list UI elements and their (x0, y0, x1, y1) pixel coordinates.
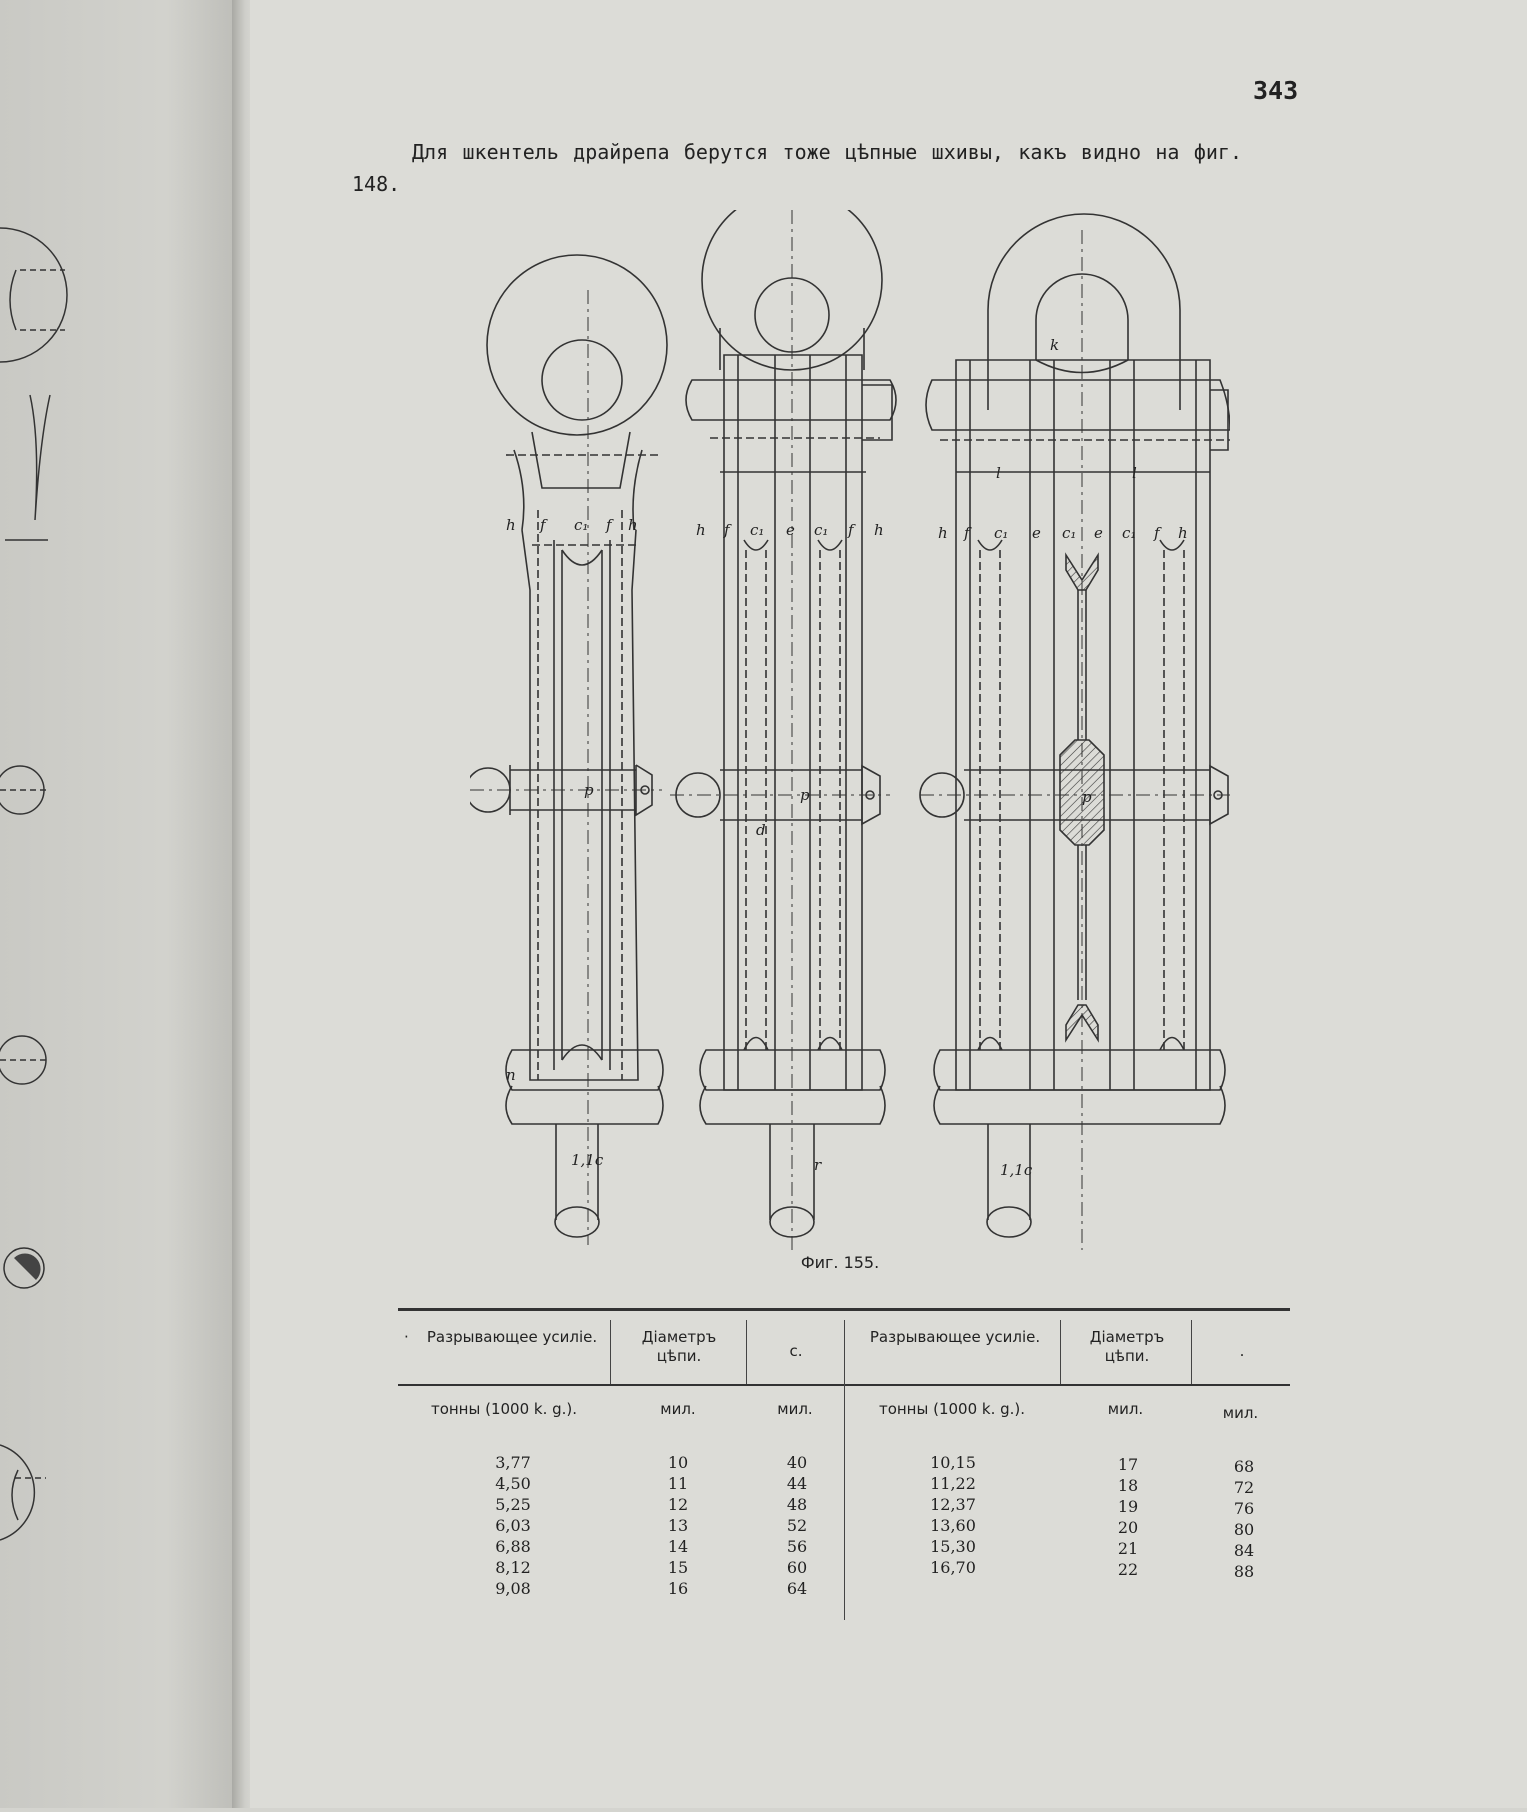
triple-sheave-block (920, 214, 1230, 1250)
table-marker: · (404, 1328, 409, 1346)
cell-force: 6,03 (495, 1516, 531, 1535)
label-f: f (964, 524, 970, 542)
label-p: p (1082, 788, 1092, 806)
label-f: f (540, 516, 546, 534)
label-e: e (786, 521, 795, 539)
label-nc: 1,1c (571, 1151, 604, 1169)
unit-c-right: мил. (1222, 1404, 1259, 1422)
previous-page-edge (0, 0, 238, 1808)
label-c1: c₁ (814, 521, 829, 539)
column-c-right (1204, 1456, 1284, 1582)
label-h: h (628, 516, 638, 534)
cell-diameter: 22 (1117, 1560, 1139, 1579)
cell-force: 8,12 (495, 1558, 531, 1577)
cell-diameter: 16 (667, 1579, 689, 1598)
chain-table (398, 1308, 1290, 1618)
cell-diameter: 17 (1117, 1455, 1139, 1474)
header-force-right: Разрывающее усиліе. (869, 1328, 1041, 1346)
unit-force-right: тонны (1000 k. g.). (878, 1400, 1026, 1418)
column-diameter-right (1080, 1454, 1176, 1580)
cell-force: 11,22 (930, 1474, 976, 1493)
label-e: e (1094, 524, 1103, 542)
intro-paragraph: Для шкентель драйрепа берутся тоже цѣпные шхивы, какъ видно на фиг. 148. (352, 140, 1242, 196)
cell-c: 76 (1233, 1499, 1255, 1518)
cell-c: 48 (786, 1495, 808, 1514)
label-nc: 1,1c (1000, 1161, 1033, 1179)
header-c-right: . (1239, 1342, 1245, 1360)
cell-diameter: 15 (667, 1558, 689, 1577)
cell-diameter: 10 (667, 1453, 689, 1472)
label-n: n (506, 1066, 516, 1084)
cell-force: 3,77 (495, 1453, 531, 1472)
unit-diameter-left: мил. (660, 1400, 696, 1418)
cell-force: 9,08 (495, 1579, 531, 1598)
cell-diameter: 19 (1117, 1497, 1139, 1516)
label-p: p (584, 781, 594, 799)
previous-page-fragments (0, 0, 238, 1808)
cell-diameter: 11 (667, 1474, 689, 1493)
column-c-left (756, 1452, 838, 1599)
label-h: h (938, 524, 948, 542)
cell-c: 72 (1233, 1478, 1255, 1497)
cell-force: 4,50 (495, 1474, 531, 1493)
cell-c: 88 (1233, 1562, 1255, 1581)
label-f: f (724, 521, 730, 539)
cell-c: 40 (786, 1453, 808, 1472)
label-k: k (1050, 336, 1060, 354)
cell-c: 60 (786, 1558, 808, 1577)
header-force-left: Разрывающее усиліе. (426, 1328, 598, 1346)
block-drawing (470, 210, 1230, 1250)
label-f: f (848, 521, 854, 539)
cell-c: 84 (1233, 1541, 1255, 1560)
label-r: r (814, 1156, 822, 1174)
table-divider (844, 1320, 845, 1620)
column-force-left (458, 1452, 568, 1599)
cell-c: 52 (786, 1516, 808, 1535)
fragment-hook (30, 395, 50, 520)
double-sheave-block (670, 210, 896, 1250)
label-f: f (1154, 524, 1160, 542)
cell-force: 16,70 (930, 1558, 976, 1577)
cell-diameter: 18 (1117, 1476, 1139, 1495)
label-c1: c₁ (574, 516, 589, 534)
cell-force: 5,25 (495, 1495, 531, 1514)
unit-diameter-right: мил. (1107, 1400, 1144, 1418)
column-force-right (898, 1452, 1008, 1578)
unit-force-left: тонны (1000 k. g.). (430, 1400, 578, 1418)
table-divider (610, 1320, 611, 1384)
table-divider (1191, 1320, 1192, 1384)
label-d: d (756, 821, 766, 839)
table-divider (1060, 1320, 1061, 1384)
label-c1: c₁ (1062, 524, 1077, 542)
cell-c: 68 (1233, 1457, 1255, 1476)
cell-diameter: 13 (667, 1516, 689, 1535)
unit-c-left: мил. (777, 1400, 813, 1418)
table-divider (746, 1320, 747, 1384)
cell-force: 15,30 (930, 1537, 976, 1556)
label-f: f (606, 516, 612, 534)
label-l: l (996, 464, 1001, 482)
label-c1: c₁ (1122, 524, 1137, 542)
header-diameter-left: Діаметръ цѣпи. (641, 1328, 717, 1365)
label-c1: c₁ (750, 521, 765, 539)
cell-force: 12,37 (930, 1495, 976, 1514)
label-p: p (800, 786, 810, 804)
cell-force: 13,60 (930, 1516, 976, 1535)
cell-force: 10,15 (930, 1453, 976, 1472)
label-l: l (1132, 464, 1137, 482)
figure-caption: Фиг. 155. (800, 1253, 880, 1272)
cell-c: 44 (786, 1474, 808, 1493)
table-rule-top (398, 1308, 1290, 1311)
cell-c: 64 (786, 1579, 808, 1598)
header-c-left: c. (789, 1342, 803, 1360)
label-c1: c₁ (994, 524, 1009, 542)
cell-diameter: 14 (667, 1537, 689, 1556)
cell-diameter: 21 (1117, 1539, 1139, 1558)
shackle-ring-1 (487, 255, 667, 435)
cell-c: 56 (786, 1537, 808, 1556)
page-number: 343 (1253, 76, 1299, 105)
cell-diameter: 20 (1117, 1518, 1139, 1537)
cell-c: 80 (1233, 1520, 1255, 1539)
label-h: h (696, 521, 706, 539)
column-diameter-left (630, 1452, 726, 1599)
single-sheave-block (470, 255, 667, 1245)
label-h: h (1178, 524, 1188, 542)
label-h: h (506, 516, 516, 534)
label-e: e (1032, 524, 1041, 542)
header-diameter-right: Діаметръ цѣпи. (1089, 1328, 1165, 1365)
cell-force: 6,88 (495, 1537, 531, 1556)
cell-diameter: 12 (667, 1495, 689, 1514)
label-h: h (874, 521, 884, 539)
